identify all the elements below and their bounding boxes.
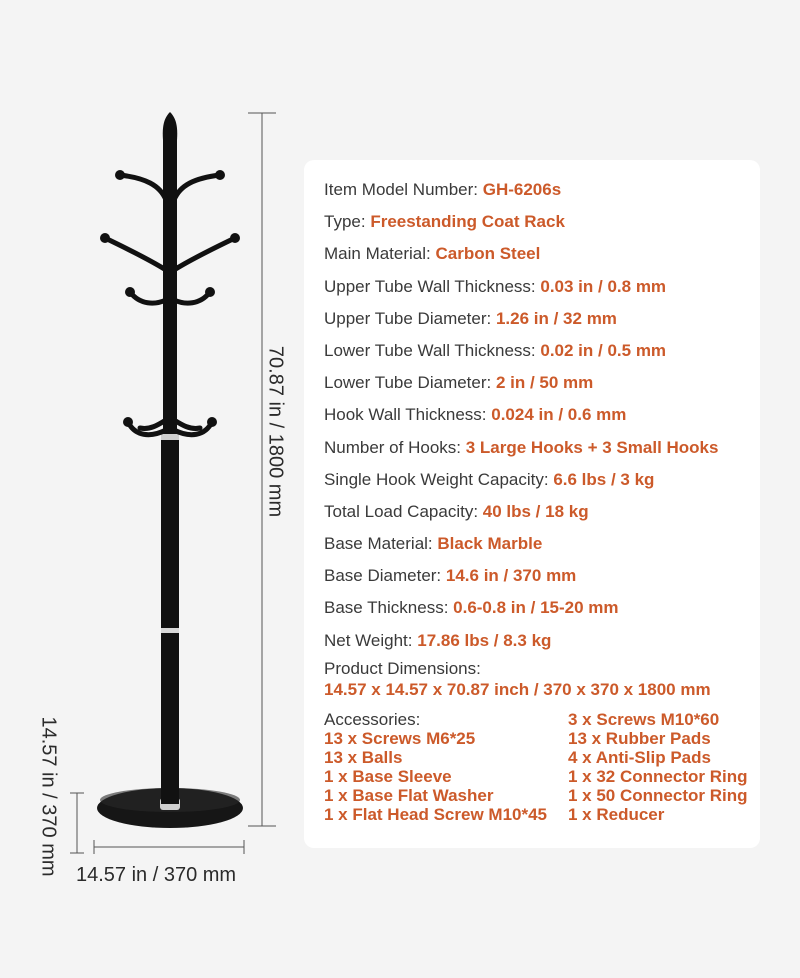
accessory-item: 4 x Anti-Slip Pads — [568, 748, 711, 767]
spec-upper-diameter: Upper Tube Diameter: 1.26 in / 32 mm — [324, 308, 617, 328]
dimensions-value: 14.57 x 14.57 x 70.87 inch / 370 x 370 x 1800 mm — [324, 680, 711, 699]
spec-hooks: Number of Hooks: 3 Large Hooks + 3 Small Hooks — [324, 437, 719, 457]
height-label: 70.87 in / 1800 mm — [264, 345, 287, 518]
accessory-item: 1 x 50 Connector Ring — [568, 786, 748, 805]
connector-ring-lower — [161, 628, 179, 633]
width-dimension-line — [94, 840, 244, 854]
accessory-item: 1 x Base Flat Washer — [324, 786, 494, 805]
lower-tube — [161, 440, 179, 804]
accessories-left — [324, 710, 547, 824]
accessory-item: 13 x Screws M6*25 — [324, 729, 476, 748]
spec-base-material: Base Material: Black Marble — [324, 534, 543, 554]
accessories-right — [568, 710, 747, 824]
spec-net-weight: Net Weight: 17.86 lbs / 8.3 kg — [324, 630, 552, 650]
spec-list — [324, 176, 754, 659]
accessory-item: 1 x Reducer — [568, 805, 665, 824]
spec-upper-wall: Upper Tube Wall Thickness: 0.03 in / 0.8 mm — [324, 276, 667, 296]
spec-hook-capacity: Single Hook Weight Capacity: 6.6 lbs / 3 kg — [324, 469, 655, 489]
accessory-item: 1 x Base Sleeve — [324, 767, 452, 786]
spec-hook-wall: Hook Wall Thickness: 0.024 in / 0.6 mm — [324, 405, 627, 425]
accessory-item: 1 x 32 Connector Ring — [568, 767, 748, 786]
side-dimension-line — [70, 793, 84, 853]
upper-tube — [163, 140, 177, 434]
spec-model: Item Model Number: GH-6206s — [324, 180, 562, 199]
product-dimensions — [324, 658, 711, 700]
accessory-item: 13 x Balls — [324, 748, 403, 767]
spec-base-thickness: Base Thickness: 0.6-0.8 in / 15-20 mm — [324, 598, 619, 618]
spec-lower-diameter: Lower Tube Diameter: 2 in / 50 mm — [324, 373, 594, 393]
accessories-title: Accessories: — [324, 710, 421, 729]
side-label: 14.57 in / 370 mm — [37, 716, 60, 877]
dimensions-label: Product Dimensions: — [324, 659, 481, 678]
spec-base-diameter: Base Diameter: 14.6 in / 370 mm — [324, 566, 577, 586]
spec-main-material: Main Material: Carbon Steel — [324, 244, 541, 264]
width-label: 14.57 in / 370 mm — [76, 864, 237, 886]
spec-total-capacity: Total Load Capacity: 40 lbs / 18 kg — [324, 501, 589, 521]
spec-type: Type: Freestanding Coat Rack — [324, 212, 565, 232]
accessory-item: 1 x Flat Head Screw M10*45 — [324, 805, 548, 824]
top-finial — [163, 112, 177, 140]
accessory-item: 3 x Screws M10*60 — [568, 710, 720, 729]
accessory-item: 13 x Rubber Pads — [568, 729, 711, 748]
spec-lower-wall: Lower Tube Wall Thickness: 0.02 in / 0.5 mm — [324, 340, 667, 360]
